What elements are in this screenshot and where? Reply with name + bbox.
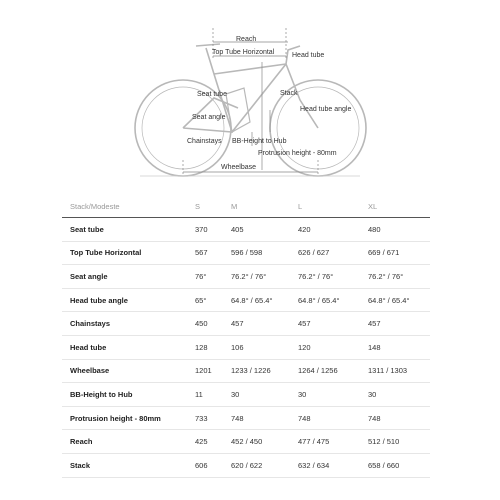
- table-cell: 658 / 660: [360, 453, 430, 477]
- table-cell: 76.2° / 76°: [223, 265, 290, 289]
- table-cell: 632 / 634: [290, 453, 360, 477]
- table-cell: 76°: [187, 265, 223, 289]
- table-cell: 370: [187, 218, 223, 242]
- table-cell: 512 / 510: [360, 430, 430, 454]
- stack-label: Stack: [280, 90, 298, 97]
- row-label: Head tube angle: [62, 288, 187, 312]
- row-label: BB-Height to Hub: [62, 383, 187, 407]
- table-cell: 1233 / 1226: [223, 359, 290, 383]
- table-cell: 477 / 475: [290, 430, 360, 454]
- reach-label: Reach: [236, 36, 257, 43]
- table-cell: 1201: [187, 359, 223, 383]
- table-cell: 64.8° / 65.4°: [223, 288, 290, 312]
- row-label: Protrusion height - 80mm: [62, 406, 187, 430]
- table-cell: 620 / 622: [223, 453, 290, 477]
- table-cell: 567: [187, 241, 223, 265]
- column-header: S: [187, 195, 223, 218]
- table-row: [62, 288, 430, 312]
- table-cell: 425: [187, 430, 223, 454]
- table-cell: 30: [223, 383, 290, 407]
- table-cell: 64.8° / 65.4°: [290, 288, 360, 312]
- table-cell: 64.8° / 65.4°: [360, 288, 430, 312]
- table-row: [62, 241, 430, 265]
- row-label: Head tube: [62, 335, 187, 359]
- column-header: Stack/Modeste: [62, 195, 187, 218]
- table-row: [62, 218, 430, 242]
- table-cell: 106: [223, 335, 290, 359]
- table-row: [62, 335, 430, 359]
- bb-height-label: BB-Height to Hub: [232, 138, 287, 145]
- geometry-table: [62, 195, 430, 478]
- seat-angle-label: Seat angle: [192, 114, 226, 121]
- table-row: [62, 406, 430, 430]
- top-tube-label: Top Tube Horizontal: [212, 49, 275, 56]
- table-cell: 65°: [187, 288, 223, 312]
- table-cell: 76.2° / 76°: [290, 265, 360, 289]
- table-cell: 457: [360, 312, 430, 336]
- table-cell: 669 / 671: [360, 241, 430, 265]
- head-tube-label: Head tube: [292, 52, 325, 59]
- table-cell: 452 / 450: [223, 430, 290, 454]
- column-header: L: [290, 195, 360, 218]
- table-cell: 128: [187, 335, 223, 359]
- table-cell: 420: [290, 218, 360, 242]
- wheelbase-label: Wheelbase: [221, 164, 257, 171]
- table-cell: 457: [223, 312, 290, 336]
- table-row: [62, 430, 430, 454]
- table-cell: 733: [187, 406, 223, 430]
- bike-geometry-diagram: [0, 0, 500, 185]
- table-cell: 596 / 598: [223, 241, 290, 265]
- row-label: Seat tube: [62, 218, 187, 242]
- table-cell: 11: [187, 383, 223, 407]
- seat-tube-label: Seat tube: [197, 91, 227, 98]
- table-cell: 30: [360, 383, 430, 407]
- table-header-row: [62, 195, 430, 218]
- head-tube-angle-label: Head tube angle: [300, 106, 352, 113]
- table-cell: 450: [187, 312, 223, 336]
- table-cell: 76.2° / 76°: [360, 265, 430, 289]
- row-label: Reach: [62, 430, 187, 454]
- table-cell: 606: [187, 453, 223, 477]
- table-cell: 120: [290, 335, 360, 359]
- chainstays-label: Chainstays: [187, 138, 222, 145]
- table-cell: 148: [360, 335, 430, 359]
- row-label: Chainstays: [62, 312, 187, 336]
- table-row: [62, 312, 430, 336]
- column-header: M: [223, 195, 290, 218]
- protrusion-label: Protrusion height - 80mm: [258, 150, 337, 157]
- table-row: [62, 359, 430, 383]
- row-label: Seat angle: [62, 265, 187, 289]
- table-cell: 457: [290, 312, 360, 336]
- table-row: [62, 383, 430, 407]
- table-cell: 480: [360, 218, 430, 242]
- table-cell: 748: [223, 406, 290, 430]
- table-cell: 626 / 627: [290, 241, 360, 265]
- table-cell: 748: [360, 406, 430, 430]
- table-row: [62, 265, 430, 289]
- table-row: [62, 453, 430, 477]
- column-header: XL: [360, 195, 430, 218]
- table-cell: 1311 / 1303: [360, 359, 430, 383]
- table-cell: 1264 / 1256: [290, 359, 360, 383]
- table-cell: 30: [290, 383, 360, 407]
- table-cell: 748: [290, 406, 360, 430]
- row-label: Top Tube Horizontal: [62, 241, 187, 265]
- row-label: Stack: [62, 453, 187, 477]
- table-cell: 405: [223, 218, 290, 242]
- row-label: Wheelbase: [62, 359, 187, 383]
